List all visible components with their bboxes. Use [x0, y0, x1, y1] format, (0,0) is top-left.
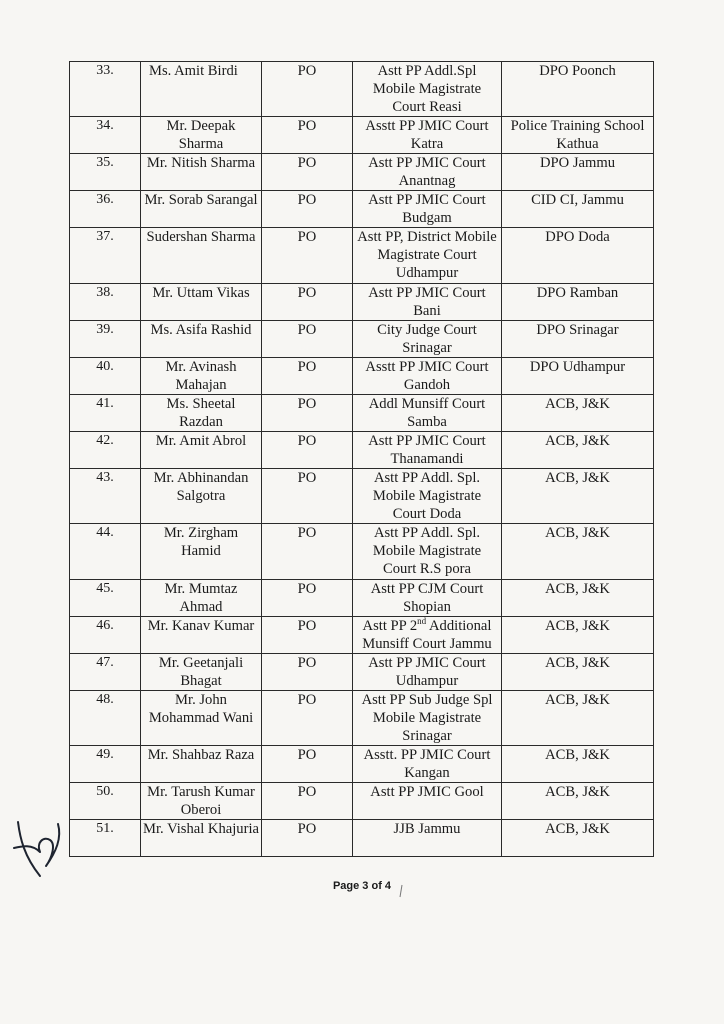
serial-number: 42.: [70, 432, 141, 469]
table-row: [70, 617, 654, 654]
officer-name: Mr. Shahbaz Raza: [141, 746, 262, 783]
table-row: [70, 580, 654, 617]
serial-number: 34.: [70, 117, 141, 154]
present-posting: [353, 617, 502, 654]
table-row: [70, 62, 654, 117]
designation: PO: [262, 395, 353, 432]
attached-office: ACB, J&K: [502, 469, 654, 524]
pen-mark-icon: [398, 884, 404, 898]
attached-office: ACB, J&K: [502, 524, 654, 580]
posting-text-end: Additional Munsiff Court Jammu: [362, 618, 492, 652]
present-posting: Astt PP JMIC Court Thanamandi: [353, 432, 502, 469]
attached-office: ACB, J&K: [502, 580, 654, 617]
designation: PO: [262, 469, 353, 524]
officer-name: Ms. Amit Birdi: [141, 62, 262, 117]
serial-number: 47.: [70, 654, 141, 691]
table-row: [70, 783, 654, 820]
officer-name: Mr. Mumtaz Ahmad: [141, 580, 262, 617]
attached-office: DPO Srinagar: [502, 321, 654, 358]
serial-number: 35.: [70, 154, 141, 191]
present-posting: Astt PP Addl. Spl. Mobile Magistrate Court R.S pora: [353, 524, 502, 580]
officer-name: Ms. Asifa Rashid: [141, 321, 262, 358]
officer-name: Mr. Geetanjali Bhagat: [141, 654, 262, 691]
attached-office: DPO Poonch: [502, 62, 654, 117]
officer-name: Mr. Zirgham Hamid: [141, 524, 262, 580]
table-row: [70, 691, 654, 746]
serial-number: 51.: [70, 820, 141, 857]
designation: PO: [262, 783, 353, 820]
table-row: [70, 395, 654, 432]
serial-number: 33.: [70, 62, 141, 117]
attached-office: DPO Ramban: [502, 284, 654, 321]
designation: PO: [262, 654, 353, 691]
serial-number: 48.: [70, 691, 141, 746]
designation: PO: [262, 820, 353, 857]
table-row: [70, 284, 654, 321]
attached-office: ACB, J&K: [502, 654, 654, 691]
officer-name: Mr. Avinash Mahajan: [141, 358, 262, 395]
present-posting: Addl Munsiff Court Samba: [353, 395, 502, 432]
serial-number: 45.: [70, 580, 141, 617]
serial-number: 37.: [70, 228, 141, 284]
officer-name: Mr. Kanav Kumar: [141, 617, 262, 654]
table-row: [70, 432, 654, 469]
designation: PO: [262, 228, 353, 284]
serial-number: 38.: [70, 284, 141, 321]
handwritten-signature-mark: [10, 818, 66, 884]
table-row: [70, 191, 654, 228]
present-posting: City Judge Court Srinagar: [353, 321, 502, 358]
officer-name: Mr. Uttam Vikas: [141, 284, 262, 321]
designation: PO: [262, 358, 353, 395]
present-posting: Asstt. PP JMIC Court Kangan: [353, 746, 502, 783]
attached-office: ACB, J&K: [502, 432, 654, 469]
officer-name: Mr. Abhinandan Salgotra: [141, 469, 262, 524]
serial-number: 39.: [70, 321, 141, 358]
table-row: [70, 154, 654, 191]
designation: PO: [262, 321, 353, 358]
table-row: [70, 524, 654, 580]
designation: PO: [262, 191, 353, 228]
posting-text-start: Astt PP 2: [362, 618, 418, 634]
present-posting: Astt PP JMIC Court Udhampur: [353, 654, 502, 691]
present-posting: Astt PP JMIC Court Bani: [353, 284, 502, 321]
designation: PO: [262, 580, 353, 617]
officer-name: Mr. Sorab Sarangal: [141, 191, 262, 228]
designation: PO: [262, 62, 353, 117]
officer-name: Mr. Amit Abrol: [141, 432, 262, 469]
serial-number: 44.: [70, 524, 141, 580]
present-posting: Asstt PP JMIC Court Katra: [353, 117, 502, 154]
designation: PO: [262, 617, 353, 654]
attached-office: ACB, J&K: [502, 691, 654, 746]
present-posting: JJB Jammu: [353, 820, 502, 857]
officer-name: Mr. Vishal Khajuria: [141, 820, 262, 857]
attached-office: DPO Doda: [502, 228, 654, 284]
table-row: [70, 654, 654, 691]
attached-office: Police Training School Kathua: [502, 117, 654, 154]
present-posting: Astt PP JMIC Gool: [353, 783, 502, 820]
officer-name: Ms. Sheetal Razdan: [141, 395, 262, 432]
present-posting: Astt PP, District Mobile Magistrate Court Udhampur: [353, 228, 502, 284]
table-row: [70, 820, 654, 857]
designation: PO: [262, 117, 353, 154]
present-posting: Astt PP Sub Judge Spl Mobile Magistrate Srinagar: [353, 691, 502, 746]
attached-office: ACB, J&K: [502, 395, 654, 432]
table-row: [70, 228, 654, 284]
officer-name: Sudershan Sharma: [141, 228, 262, 284]
officer-name: Mr. Tarush Kumar Oberoi: [141, 783, 262, 820]
present-posting: Astt PP Addl.Spl Mobile Magistrate Court Reasi: [353, 62, 502, 117]
attached-office: ACB, J&K: [502, 746, 654, 783]
officer-name: Mr. Nitish Sharma: [141, 154, 262, 191]
attached-office: DPO Udhampur: [502, 358, 654, 395]
serial-number: 49.: [70, 746, 141, 783]
attached-office: CID CI, Jammu: [502, 191, 654, 228]
serial-number: 36.: [70, 191, 141, 228]
serial-number: 41.: [70, 395, 141, 432]
attached-office: ACB, J&K: [502, 783, 654, 820]
officer-name: Mr. Deepak Sharma: [141, 117, 262, 154]
serial-number: 46.: [70, 617, 141, 654]
table-row: [70, 117, 654, 154]
present-posting: Astt PP Addl. Spl. Mobile Magistrate Court Doda: [353, 469, 502, 524]
designation: PO: [262, 432, 353, 469]
table-row: [70, 358, 654, 395]
present-posting: Astt PP JMIC Court Budgam: [353, 191, 502, 228]
designation: PO: [262, 154, 353, 191]
officers-table: [69, 61, 654, 857]
present-posting: Astt PP JMIC Court Anantnag: [353, 154, 502, 191]
serial-number: 50.: [70, 783, 141, 820]
attached-office: ACB, J&K: [502, 820, 654, 857]
serial-number: 40.: [70, 358, 141, 395]
attached-office: DPO Jammu: [502, 154, 654, 191]
page-number: Page 3 of 4: [332, 880, 392, 892]
officer-name: Mr. John Mohammad Wani: [141, 691, 262, 746]
serial-number: 43.: [70, 469, 141, 524]
designation: PO: [262, 524, 353, 580]
designation: PO: [262, 746, 353, 783]
designation: PO: [262, 691, 353, 746]
table-row: [70, 321, 654, 358]
attached-office: ACB, J&K: [502, 617, 654, 654]
ordinal-suffix: nd: [417, 616, 427, 627]
table-row: [70, 746, 654, 783]
present-posting: Astt PP CJM Court Shopian: [353, 580, 502, 617]
designation: PO: [262, 284, 353, 321]
present-posting: Asstt PP JMIC Court Gandoh: [353, 358, 502, 395]
table-row: [70, 469, 654, 524]
